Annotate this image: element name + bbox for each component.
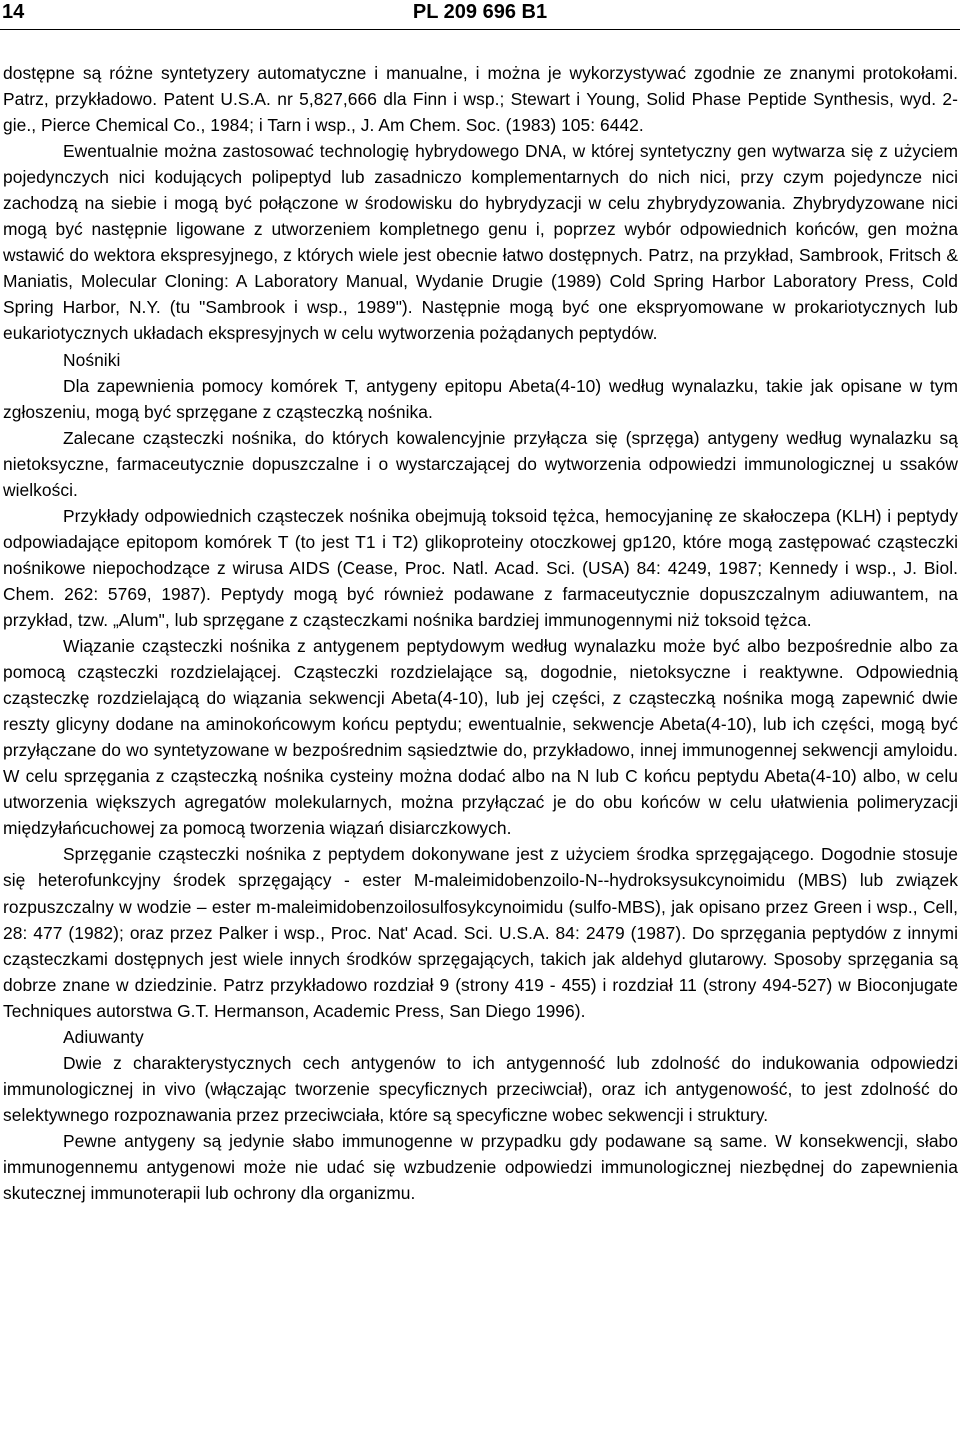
paragraph: Przykłady odpowiednich cząsteczek nośnika obejmują toksoid tężca, hemocyjaninę ze skałoczepa (KLH) i peptydy odpowiadające epitopom komórek T (to jest T1 i T2) glikoproteiny otoczkowej gp120, które mogą zastępować cząsteczki nośnikowe niepochodzące z wirusa AIDS (Cease, Proc. Natl. Acad. Sci. (USA) 84: 4249, 1987; Kennedy i wsp., J. Biol. Chem. 262: 5769, 1987). Peptydy mogą być również podawane z farmaceutycznie dopuszczalnym adiuwantem, na przykład, tzw. „Alum", lub sprzęgane z cząsteczkami nośnika bardziej immunogennymi niż toksoid tężca.: [3, 505, 958, 630]
section-heading-carriers: Nośniki: [63, 349, 121, 370]
paragraph-continuation: dostępne są różne syntetyzery automatyczne i manualne, i można je wykorzystywać zgodnie ze znanymi protokołami. Patrz, przykładowo. Patent U.S.A. nr 5,827,666 dla Finn i wsp.; Stewart i Young, Solid Phase Peptide Synthesis, wyd. 2-gie., Pierce Chemical Co., 1984; i Tarn i wsp., J. Am Chem. Soc. (1983) 105: 6442.: [3, 63, 958, 136]
header-rule: [0, 29, 960, 30]
paragraph: Wiązanie cząsteczki nośnika z antygenem peptydowym według wynalazku może być albo bezpośrednie albo za pomocą cząsteczki rozdzielającej. Cząsteczki rozdzielające są, dogodnie, nietoksyczne i reaktywne. Odpowiednią cząsteczkę rozdzielającą do wiązania sekwencji Abeta(4-10), lub jej części, z cząsteczką nośnika mogą zapewnić dwie reszty glicyny dodane na aminokońcowym końcu peptydu; ewentualnie, sekwencje Abeta(4-10), lub ich części, mogą być przyłączane do wo syntetyzowane w bezpośrednim sąsiedztwie do, przykładowo, innej immunogennej sekwencji amyloidu. W celu sprzęgania z cząsteczką nośnika cysteiny można dodać albo na N lub C końcu peptydu Abeta(4-10) albo, w celu utworzenia większych agregatów molekularnych, można przyłączać je do obu końców w celu ułatwienia polimeryzacji międzyłańcuchowej za pomocą tworzenia wiązań disiarczkowych.: [3, 636, 958, 839]
paragraph: Dla zapewnienia pomocy komórek T, antygeny epitopu Abeta(4-10) według wynalazku, takie jak opisane w tym zgłoszeniu, mogą być sprzęgane z cząsteczką nośnika.: [3, 375, 958, 422]
paragraph: Zalecane cząsteczki nośnika, do których kowalencyjnie przyłącza się (sprzęga) antygeny według wynalazku są nietoksyczne, farmaceutycznie dopuszczalne i o wystarczającej do wytworzenia odpowiedzi immunologicznej u ssaków wielkości.: [3, 427, 958, 500]
paragraph: Ewentualnie można zastosować technologię hybrydowego DNA, w której syntetyczny gen wytwarza się z użyciem pojedynczych nici kodujących polipeptyd lub zasadniczo komplementarnych do nich nici, przy czym pojedyncze nici zachodzą na siebie i mogą być połączone w środowisku do hybrydyzacji w celu zhybrydyzowania. Zhybrydyzowane nici mogą być następnie ligowane z utworzeniem kompletnego genu i, poprzez wybór odpowiednich końców, gen można wstawić do wektora ekspresyjnego, z których wiele jest obecnie łatwo dostępnych. Patrz, na przykład, Sambrook, Fritsch & Maniatis, Molecular Cloning: A Laboratory Manual, Wydanie Drugie (1989) Cold Spring Harbor Laboratory Press, Cold Spring Harbor, N.Y. (tu "Sambrook i wsp., 1989"). Następnie mogą być one ekspryomowane w prokariotycznych lub eukariotycznych układach ekspresyjnych w celu wytworzenia pożądanych peptydów.: [3, 141, 958, 344]
page-header: [0, 0, 960, 26]
document-id: PL 209 696 B1: [412, 1, 548, 23]
page-number: 14: [2, 1, 25, 23]
document-body: [3, 60, 958, 1206]
paragraph: Dwie z charakterystycznych cech antygenów to ich antygenność lub zdolność do indukowania odpowiedzi immunologicznej in vivo (włączając tworzenie specyficznych przeciwciał), oraz ich antygenowość, to jest zdolność do selektywnego rozpoznawania przez przeciwciała, które są specyficzne wobec sekwencji i struktury.: [3, 1052, 958, 1125]
paragraph: Sprzęganie cząsteczki nośnika z peptydem dokonywane jest z użyciem środka sprzęgającego. Dogodnie stosuje się heterofunkcyjny środek sprzęgający - ester M-maleimidobenzoilo-N--hydroksysukcynoimidu (MBS) lub związek rozpuszczalny w wodzie – ester m-maleimidobenzoilosulfosykcynoimidu (sulfo-MBS), jak opisano przez Green i wsp., Cell, 28: 477 (1982); oraz przez Palker i wsp., Proc. Nat' Acad. Sci. U.S.A. 84: 2479 (1987). Do sprzęgania peptydów z innymi cząsteczkami dostępnych jest wiele innych środków sprzęgających, takich jak aldehyd glutarowy. Sposoby sprzęgania są dobrze znane w dziedzinie. Patrz przykładowo rozdział 9 (strony 419 - 455) i rozdział 11 (strony 494-527) w Bioconjugate Techniques autorstwa G.T. Hermanson, Academic Press, San Diego 1996).: [3, 844, 958, 1021]
section-heading-adjuvants: Adiuwanty: [63, 1026, 144, 1047]
paragraph: Pewne antygeny są jedynie słabo immunogenne w przypadku gdy podawane są same. W konsekwencji, słabo immunogennemu antygenowi może nie udać się wzbudzenie odpowiedzi immunologicznej niezbędnej do zapewnienia skutecznej immunoterapii lub ochrony dla organizmu.: [3, 1130, 958, 1204]
